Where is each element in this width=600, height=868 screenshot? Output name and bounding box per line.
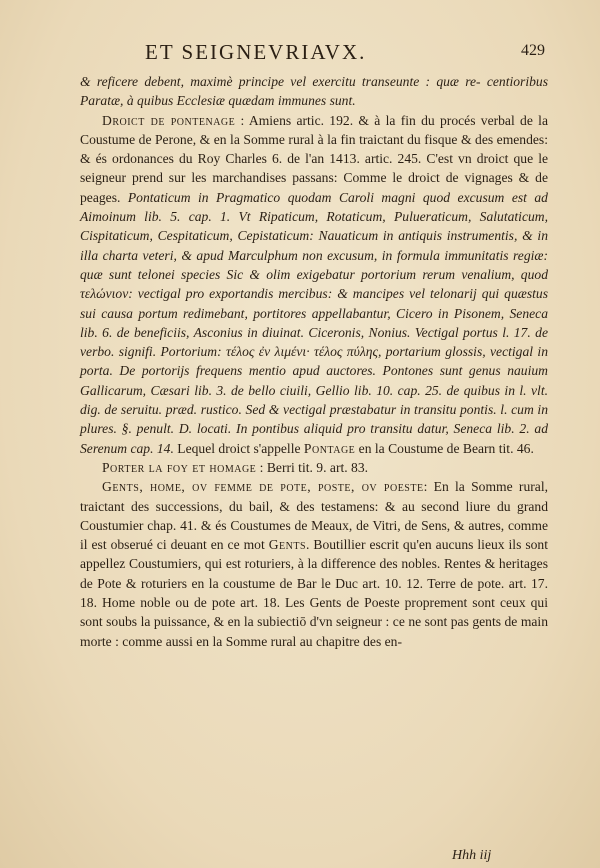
entry-text: en la Coustume de Bearn tit. 46. xyxy=(355,440,534,456)
entry-text: Lequel droict s'appelle xyxy=(173,440,304,456)
entry-term: Gents, home, ov femme de pote, poste, ov poeste xyxy=(102,479,424,495)
entry-text: : Berri tit. 9. art. 83. xyxy=(256,459,369,475)
running-head: ET SEIGNEVRIAVX. xyxy=(145,40,367,64)
entry-pontenage xyxy=(80,111,548,458)
page-header xyxy=(145,40,545,68)
latin-citation: Pontaticum in Pragmatico quodam Caroli magni quod excusum est ad Aimoinum lib. 5. cap. 1. Vt Ripaticum, Rotaticum, Pulueraticum, Salutaticum, Cispitaticum, Cespitaticum, Cepistaticum: Nauaticum in antiquis instrumentis, & in illa charta veteri, & apud Marculphum non excusum, in formula immunitatis regiæ: quæ sunt telonei species Sic & olim exigebatur portorium rerum venalium, quod τελώνιον: vectigal pro exportandis mercibus: & mancipes vel telonarij qui quæstus sui causa portum redimebant, portitores appellabantur, Cicero in Pisonem, Seneca lib. 6. de beneficiis, Asconius in diuinat. Ciceronis, Nonius. Vectigal portus l. 17. de verbo. signifi. Portorium: τέλος ἐν λιμένι· τέλος πύλης, portarium glossis, vectigal in porta. De portorijs frequens mentio apud auctores. Pontones sunt genus nauium Gallicarum, Cæsari lib. 3. de bello ciuili, Gellio lib. 10. cap. 25. de quibus in l. vlt. dig. de seruitu. præd. rustico. Sed & vectigal præstabatur in transitu pontis. l. cum in plures. §. penult. D. locati. In pontibus aliquid pro transitu datur, Seneca lib. 2. ad Serenum cap. 14. xyxy=(80,189,548,456)
page-number: 429 xyxy=(521,42,545,59)
entry-term-secondary: Gents xyxy=(268,537,307,553)
paragraph-continuation xyxy=(80,72,548,111)
latin-line: centioribus Paratæ, à quibus Ecclesiæ quædam immunes sunt. xyxy=(80,74,548,109)
entry-gents-de-pote xyxy=(80,477,548,651)
entry-term: Porter la foy et homage xyxy=(102,459,257,475)
entry-term-secondary: Pontage xyxy=(303,440,356,456)
entry-text: : En la Somme rural, traictant des successions, du bail, & des testamens: & au second liure du grand Coustumier chap. 41. & és Coustumes de Meaux, de Vitri, de Sens, & autres, comme il est obserué ci deuant en ce mot xyxy=(80,479,548,553)
signature-mark: Hhh iij xyxy=(452,848,492,863)
entry-text: . Boutillier escrit qu'en aucuns lieux ils sont appellez Coustumiers, qui est roturiers, à la difference des nobles. Rentes & heritages de Pote & roturiers en la coustume de Bar le Duc art. 10. 12. Terre de pote. art. 17. 18. Home noble ou de pote art. 18. Les Gents de Poeste proprement sont ceux qui sont soubs la puissance, & en la subiectiō d'vn seigneur : ce ne sont pas gents de main morte : comme aussi en la Somme rural au chapitre des en- xyxy=(80,537,548,649)
entry-foy-homage xyxy=(80,458,548,477)
entry-term: Droict de pontenage xyxy=(102,112,236,128)
text-body xyxy=(80,72,548,651)
entry-text: : Amiens artic. 192. & à la fin du procés verbal de la Coustume de Perone, & en la Somme rural à la fin traictant du fisque & des emendes: & és ordonances du Roy Charles 6. de l'an 1413. artic. 245. C'est vn droict que le seigneur prend sur les marchandises passans: Comme le droict de vignages & de peages. xyxy=(80,112,548,205)
latin-line: & reficere debent, maximè principe vel exercitu transeunte : quæ re- xyxy=(80,74,481,89)
